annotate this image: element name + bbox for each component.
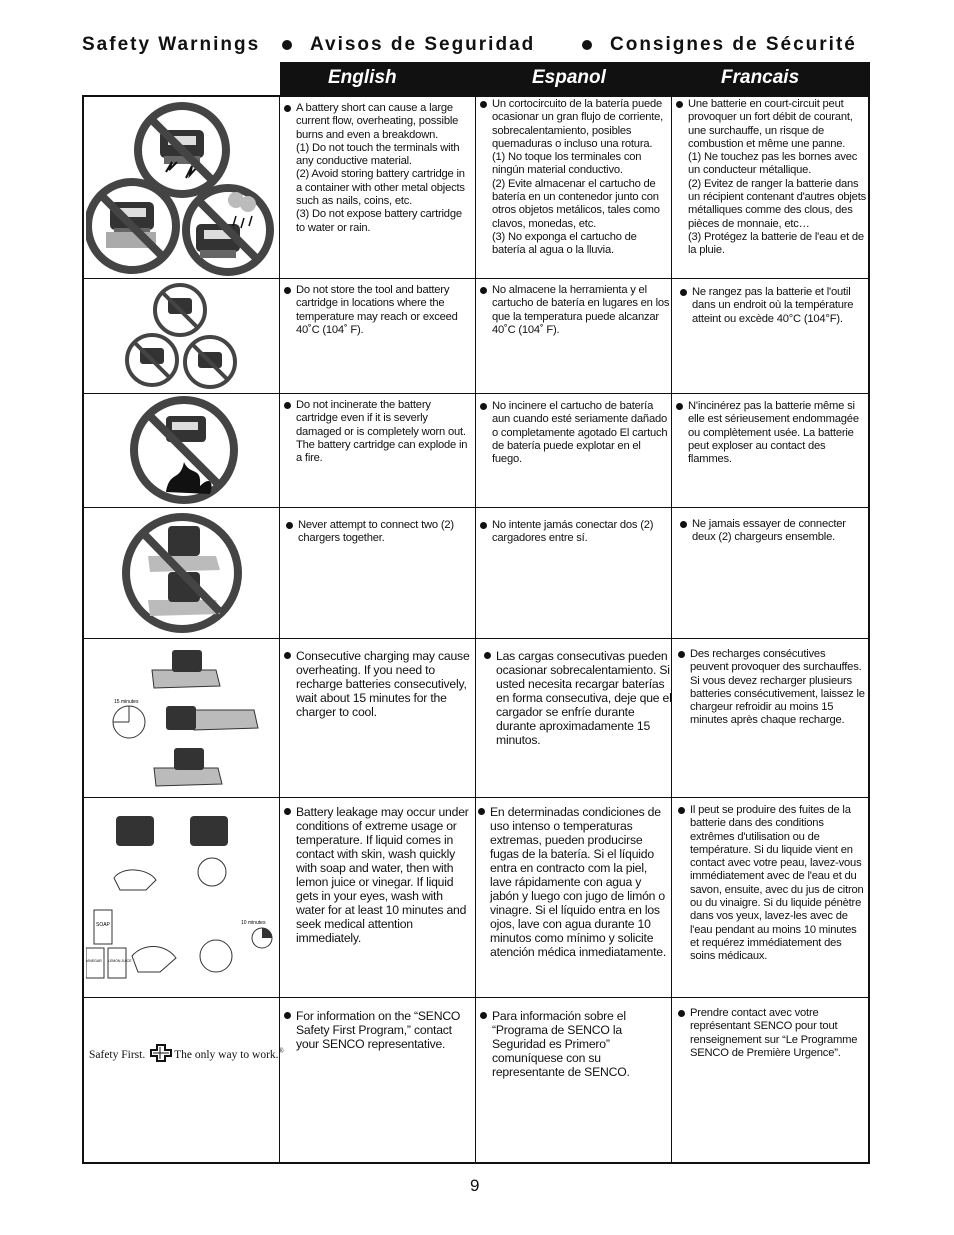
row-divider xyxy=(82,393,870,394)
row7-english: For information on the “SENCO Safety First Program,” contact your SENCO representative. xyxy=(284,1009,474,1051)
logo-text-left: Safety First. xyxy=(89,1049,146,1061)
row2-french: Ne rangez pas la batterie et l'outil dans un endroit où la température atteint ou excède 40°C (104°F). xyxy=(680,286,868,326)
cross-logo-icon xyxy=(149,1044,173,1062)
row-divider xyxy=(82,997,870,998)
column-divider xyxy=(671,95,672,1164)
row3-english: Do not incinerate the battery cartridge even if it is severly damaged or is completely worn out. The battery cartridge can explode in a fire. xyxy=(284,399,472,465)
title-spanish: Avisos de Seguridad xyxy=(310,34,536,55)
logo-text-right: The only way to work. xyxy=(174,1049,279,1061)
column-header-bar xyxy=(280,62,870,95)
column-header-spanish: Espanol xyxy=(532,67,606,88)
row6-english: Battery leakage may occur under conditions of extreme usage or temperature. If liquid comes in contact with skin, wash quickly with soap and water, then with lemon juice or vinegar. If liquid gets in your eyes, wash with water for at least 10 minutes and seek medical attention immediately. xyxy=(284,805,474,945)
row5-spanish: Las cargas consecutivas pueden ocasionar sobrecalentamiento. Si usted necesita recargar baterías en forma consecutiva, deje que el cargador se enfríe durante durante aproximadamente 15 minutos. xyxy=(484,649,672,747)
column-header-french: Francais xyxy=(721,67,800,88)
row3-spanish: No incinere el cartucho de batería aun cuando esté seriamente dañado o completamente agotado El cartuch de batería puede explotar en el fuego. xyxy=(480,400,670,466)
row1-english: A battery short can cause a large current flow, overheating, possible burns and even a breakdown. (1) Do not touch the terminals with any conductive material. (2) Avoid storing battery cartridge in a container with other metal objects such as nails, coins, etc. (3) Do not expose battery cartridge to water or rain. xyxy=(284,102,472,235)
title-bullet xyxy=(282,40,292,50)
page-number: 9 xyxy=(470,1176,480,1195)
row5-french: Des recharges consécutives peuvent provoquer des surchauffes. Si vous devez recharger plusieurs batteries consécutivement, laissez le chargeur refroidir au moins 15 minutes après chaque recharge. xyxy=(678,648,866,728)
row4-english: Never attempt to connect two (2) chargers together. xyxy=(286,519,472,546)
storage-temperature-illustration xyxy=(120,282,250,390)
column-header-english: English xyxy=(328,67,397,88)
row6-spanish: En determinadas condiciones de uso intenso o temperaturas extremas, pueden producirse fugas de la batería. Si el líquido entra en contracto com la piel, lave rápidamente con agua y jabón y luego con jugo de limón o vinagre. Si el líquido entra en los ojos, lave con agua durante 10 minutos como mínimo y solicite atención médica inmediatamente. xyxy=(478,805,670,959)
row4-french: Ne jamais essayer de connecter deux (2) chargeurs ensemble. xyxy=(680,518,866,545)
row-divider xyxy=(82,797,870,798)
no-connect-chargers-illustration xyxy=(120,512,244,634)
row1-spanish: Un cortocircuito de la batería puede ocasionar un gran flujo de corriente, sobrecalentamiento, posibles quemaduras o incluso una rotura. (1) No toque los terminales con ningún material conductivo. (2) Evite almacenar el cartucho de batería en un contenedor junto con otros objetos metálicos, tales como clavos, monedas, etc. (3) No exponga el cartucho de batería al agua o la lluvia. xyxy=(480,98,670,258)
row3-french: N'incinérez pas la batterie même si elle est sérieusement endommagée ou complètement usée. La batterie peut exploser au contact des flammes. xyxy=(676,400,866,466)
row2-english: Do not store the tool and battery cartridge in locations where the temperature may reach or exceed 40˚C (104˚ F). xyxy=(284,284,472,337)
battery-short-illustration xyxy=(86,100,276,276)
row7-french: Prendre contact avec votre représentant SENCO pour tout renseignement sur “Le Programme SENCO de Première Urgence”. xyxy=(678,1007,866,1060)
ten-minutes-label: 10 minutes xyxy=(241,920,266,926)
row-divider xyxy=(82,507,870,508)
row7-spanish: Para información sobre el “Programa de SENCO la Seguridad es Primero” comuníquese con su representante de SENCO. xyxy=(480,1009,670,1079)
title-english: Safety Warnings xyxy=(82,34,261,55)
vinegar-label: VINEGAR xyxy=(86,959,102,963)
row4-spanish: No intente jamás conectar dos (2) cargadores entre sí. xyxy=(480,519,670,546)
column-divider xyxy=(475,95,476,1164)
row-divider xyxy=(82,638,870,639)
row-divider xyxy=(82,278,870,279)
page-title xyxy=(82,34,872,60)
row2-spanish: No almacene la herramienta y el cartucho de batería en lugares en los que la temperatura puede alcanzar 40˚C (104˚ F). xyxy=(480,284,672,337)
no-incinerate-illustration xyxy=(126,396,242,504)
battery-leakage-illustration xyxy=(86,806,276,988)
row1-french: Une batterie en court-circuit peut provoquer un fort débit de courant, une surchauffe, un risque de combustion et même une panne. (1) Ne touchez pas les bornes avec un conducteur métallique. (2) Evitez de ranger la batterie dans un récipient contenant d'autres objets métalliques comme des clous, des pièces de monnaie, etc… (3) Protégez la batterie de l'eau et de la pluie. xyxy=(676,98,866,258)
title-bullet xyxy=(582,40,592,50)
soap-label: SOAP xyxy=(96,922,110,928)
row6-french: Il peut se produire des fuites de la batterie dans des conditions extrêmes d'utilisation ou de température. Si du liquide vient en contact avec votre peau, lavez-vous immédiatement avec de l'eau et du savon, ensuite, avec du jus de citron ou du vinaigre. Si du liquide pénètre dans vos yeux, lavez-les avec de l'eau pendant au moins 10 minutes et requérez immédiatement des soins médicaux. xyxy=(678,804,866,964)
lemon-label: LEMON JUICE xyxy=(108,959,132,963)
fig-label-15min: 15 minutes xyxy=(114,699,139,705)
safety-first-logo xyxy=(89,1044,284,1064)
registered-mark: ® xyxy=(278,1047,284,1056)
column-divider xyxy=(279,95,280,1164)
title-french: Consignes de Sécurité xyxy=(610,34,857,55)
consecutive-charging-illustration xyxy=(108,644,268,794)
row5-english: Consecutive charging may cause overheating. If you need to recharge batteries consecutively, wait about 15 minutes for the charger to cool. xyxy=(284,649,474,719)
